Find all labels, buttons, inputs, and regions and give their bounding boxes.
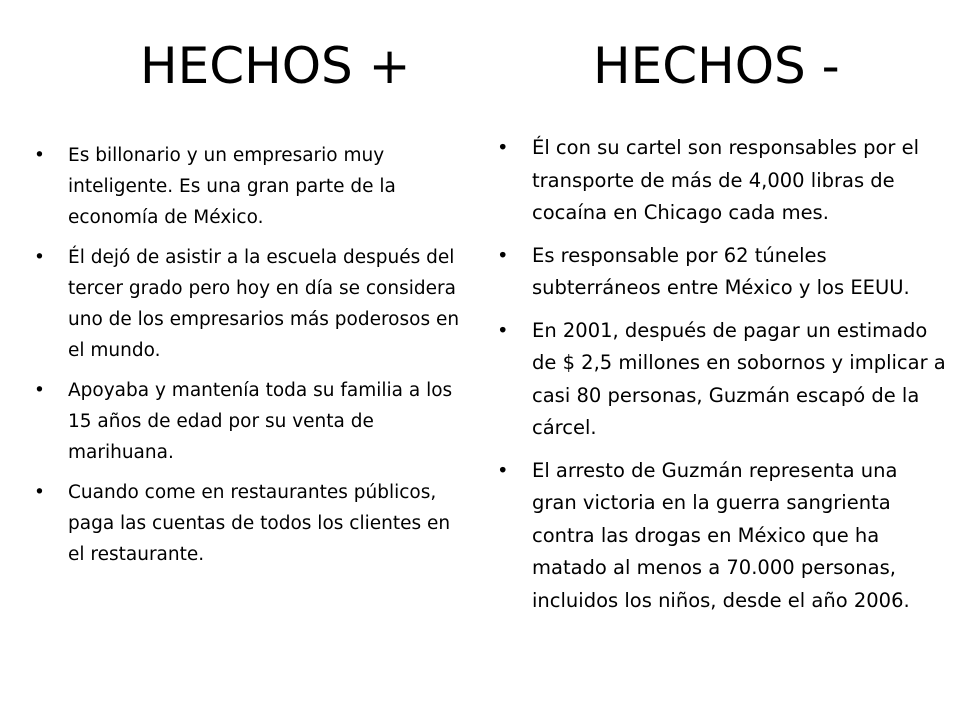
list-item-text: Él con su cartel son responsables por el transporte de más de 4,000 libras de cocaína en Chicago cada mes. <box>532 136 920 224</box>
list-item <box>34 140 460 233</box>
title-hechos-positivos: HECHOS + <box>140 37 411 95</box>
bullet-icon: • <box>497 318 509 342</box>
list-item <box>34 242 460 366</box>
list-item <box>34 375 460 468</box>
bullet-icon: • <box>497 136 509 159</box>
list-item <box>497 455 947 618</box>
bullet-icon: • <box>34 145 45 166</box>
list-item <box>497 132 947 230</box>
list-item-text: El arresto de Guzmán representa una gran victoria en la guerra sangrienta contra las drogas en México que ha matado al menos a 70.000 personas, incluidos los niños, desde el año 2006. <box>532 458 910 612</box>
bullet-icon: • <box>34 482 45 503</box>
title-hechos-negativos: HECHOS - <box>593 37 840 95</box>
list-item <box>34 477 460 570</box>
list-item-text: Es billonario y un empresario muy inteligente. Es una gran parte de la economía de México. <box>68 145 396 228</box>
bullet-icon: • <box>34 380 45 401</box>
list-item-text: Es responsable por 62 túneles subterráneos entre México y los EEUU. <box>532 243 910 299</box>
list-item <box>497 240 947 305</box>
bullet-icon: • <box>497 243 509 267</box>
list-item-text: En 2001, después de pagar un estimado de $ 2,5 millones en sobornos y implicar a casi 80 personas, Guzmán escapó de la cárcel. <box>532 318 946 439</box>
list-item-text: Cuando come en restaurantes públicos, paga las cuentas de todos los clientes en el restaurante. <box>68 482 451 565</box>
left-bullet-list <box>34 140 460 579</box>
list-item-text: Él dejó de asistir a la escuela después del tercer grado pero hoy en día se considera uno de los empresarios más poderosos en el mundo. <box>68 247 460 361</box>
bullet-icon: • <box>497 458 509 482</box>
list-item <box>497 315 947 445</box>
bullet-icon: • <box>34 247 45 268</box>
list-item-text: Apoyaba y mantenía toda su familia a los 15 años de edad por su venta de marihuana. <box>68 380 453 463</box>
right-bullet-list <box>497 132 947 627</box>
